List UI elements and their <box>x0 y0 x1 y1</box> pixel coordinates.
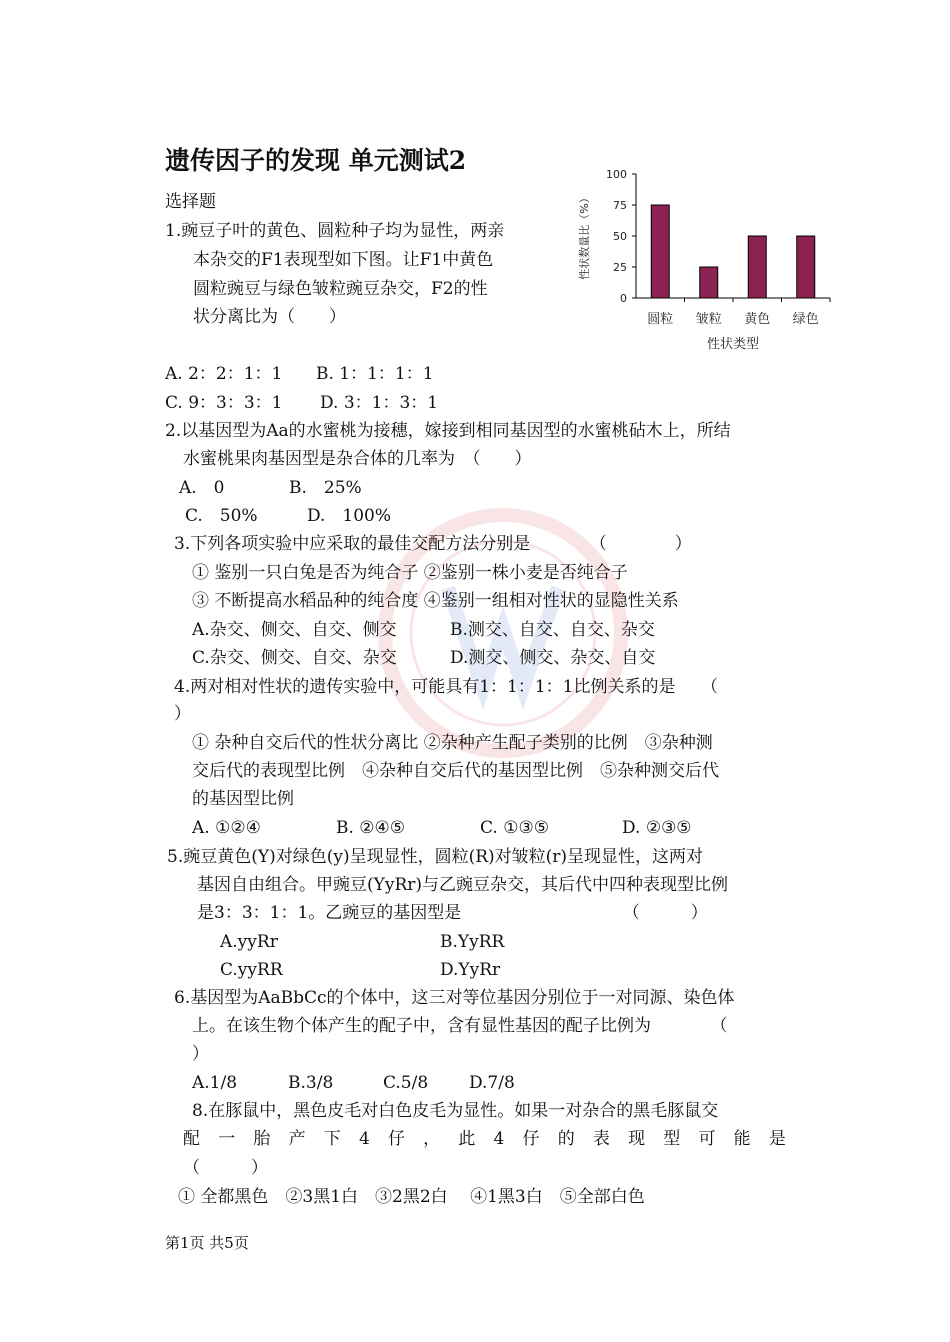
q2-line-1: 2.以基因型为Aa的水蜜桃为接穗，嫁接到相同基因型的水蜜桃砧木上，所结 <box>165 421 731 441</box>
chart-y-tick-label: 75 <box>613 199 627 212</box>
q2-option-d: D. 100% <box>307 506 392 526</box>
q2-line-2: 水蜜桃果肉基因型是杂合体的几率为 （ ） <box>183 449 532 469</box>
q4-items-3: 的基因型比例 <box>192 789 294 809</box>
chart-x-axis-label: 性状类型 <box>706 337 760 352</box>
chart-bar <box>651 205 669 298</box>
chart-bar <box>700 267 718 298</box>
q2-option-a: A. 0 <box>179 478 225 498</box>
q6-stem-1: 6.基因型为AaBbCc的个体中，这三对等位基因分别位于一对同源、染色体 <box>174 988 735 1008</box>
q6-option-a: A.1/8 <box>192 1073 238 1093</box>
chart-x-tick-label: 绿色 <box>792 312 819 327</box>
q1-option-a: A. 2：2：1：1 <box>165 364 283 384</box>
chart-bar <box>748 236 766 298</box>
chart-x-tick-label: 皱粒 <box>695 312 722 327</box>
q3-items-1: ① 鉴别一只白兔是否为纯合子 ②鉴别一株小麦是否纯合子 <box>192 563 628 583</box>
chart-y-axis-label: 性状数量比（%） <box>578 192 591 280</box>
q3-option-d: D.测交、侧交、杂交、自交 <box>450 648 656 668</box>
chart-y-tick-label: 0 <box>620 292 627 305</box>
q4-option-d: D. ②③⑤ <box>622 818 692 838</box>
q4-option-b: B. ②④⑤ <box>336 818 406 838</box>
q8-stem-3: （ ） <box>183 1158 268 1178</box>
q4-stem-1: 4.两对相对性状的遗传实验中，可能具有1：1：1：1比例关系的是 （ <box>174 677 718 697</box>
q6-stem-3: ） <box>192 1044 209 1064</box>
q5-option-c: C.yyRR <box>220 960 283 980</box>
q5-line-3: 是3：3：1：1。乙豌豆的基因型是 （ ） <box>197 903 708 923</box>
q6-stem-2: 上。在该生物个体产生的配子中，含有显性基因的配子比例为 （ <box>192 1016 728 1036</box>
q1-line-4: 状分离比为（ ） <box>193 307 346 327</box>
q3-option-a: A.杂交、侧交、自交、侧交 <box>192 620 397 640</box>
chart-y-tick-label: 50 <box>613 230 627 243</box>
q4-option-c: C. ①③⑤ <box>480 818 549 838</box>
chart-bar <box>797 236 815 298</box>
q5-option-a: A.yyRr <box>220 932 278 952</box>
chart-x-tick-label: 圆粒 <box>647 312 674 327</box>
page-title: 遗传因子的发现 单元测试2 <box>165 146 467 175</box>
q1-option-d: D. 3：1：3：1 <box>320 393 439 413</box>
q6-option-b: B.3/8 <box>288 1073 334 1093</box>
page-footer: 第1页 共5页 <box>165 1234 249 1252</box>
q6-option-c: C.5/8 <box>383 1073 429 1093</box>
chart-y-tick-label: 100 <box>606 168 627 181</box>
q4-option-a: A. ①②④ <box>192 818 261 838</box>
q4-stem-2: ） <box>174 704 191 724</box>
section-heading: 选择题 <box>165 192 216 212</box>
q8-stem-2: 配 一 胎 产 下 4 仔 ， 此 4 仔 的 表 现 型 可 能 是 <box>183 1129 786 1149</box>
q5-line-1: 5.豌豆黄色(Y)对绿色(y)呈现显性，圆粒(R)对皱粒(r)呈现显性，这两对 <box>167 847 704 867</box>
q3-option-b: B.测交、自交、自交、杂交 <box>450 620 655 640</box>
q1-line-1: 1.豌豆子叶的黄色、圆粒种子均为显性，两亲 <box>165 221 505 241</box>
q3-stem: 3.下列各项实验中应采取的最佳交配方法分别是 （ ） <box>174 534 692 554</box>
chart-x-tick-label: 黄色 <box>744 312 771 327</box>
chart-y-tick-label: 25 <box>613 261 627 274</box>
q3-items-2: ③ 不断提高水稻品种的纯合度 ④鉴别一组相对性状的显隐性关系 <box>192 591 679 611</box>
q1-line-2: 本杂交的F1表现型如下图。让F1中黄色 <box>193 250 494 270</box>
q5-line-2: 基因自由组合。甲豌豆(YyRr)与乙豌豆杂交，其后代中四种表现型比例 <box>197 875 729 895</box>
q8-items: ① 全都黑色 ②3黑1白 ③2黑2白 ④1黑3白 ⑤全部白色 <box>178 1187 645 1207</box>
q1-option-c: C. 9：3：3：1 <box>165 393 283 413</box>
q4-items-2: 交后代的表现型比例 ④杂种自交后代的基因型比例 ⑤杂种测交后代 <box>192 761 719 781</box>
q1-line-3: 圆粒豌豆与绿色皱粒豌豆杂交，F2的性 <box>193 279 488 299</box>
q5-option-d: D.YyRr <box>440 960 501 980</box>
q2-option-b: B. 25% <box>289 478 362 498</box>
q8-stem-1: 8.在豚鼠中，黑色皮毛对白色皮毛为显性。如果一对杂合的黑毛豚鼠交 <box>192 1101 719 1121</box>
q1-option-b: B. 1：1：1：1 <box>316 364 434 384</box>
q5-option-b: B.YyRR <box>440 932 505 952</box>
trait-ratio-bar-chart <box>572 164 842 356</box>
q4-items-1: ① 杂种自交后代的性状分离比 ②杂种产生配子类别的比例 ③杂种测 <box>192 733 713 753</box>
q2-option-c: C. 50% <box>185 506 258 526</box>
q6-option-d: D.7/8 <box>469 1073 515 1093</box>
q3-option-c: C.杂交、侧交、自交、杂交 <box>192 648 397 668</box>
